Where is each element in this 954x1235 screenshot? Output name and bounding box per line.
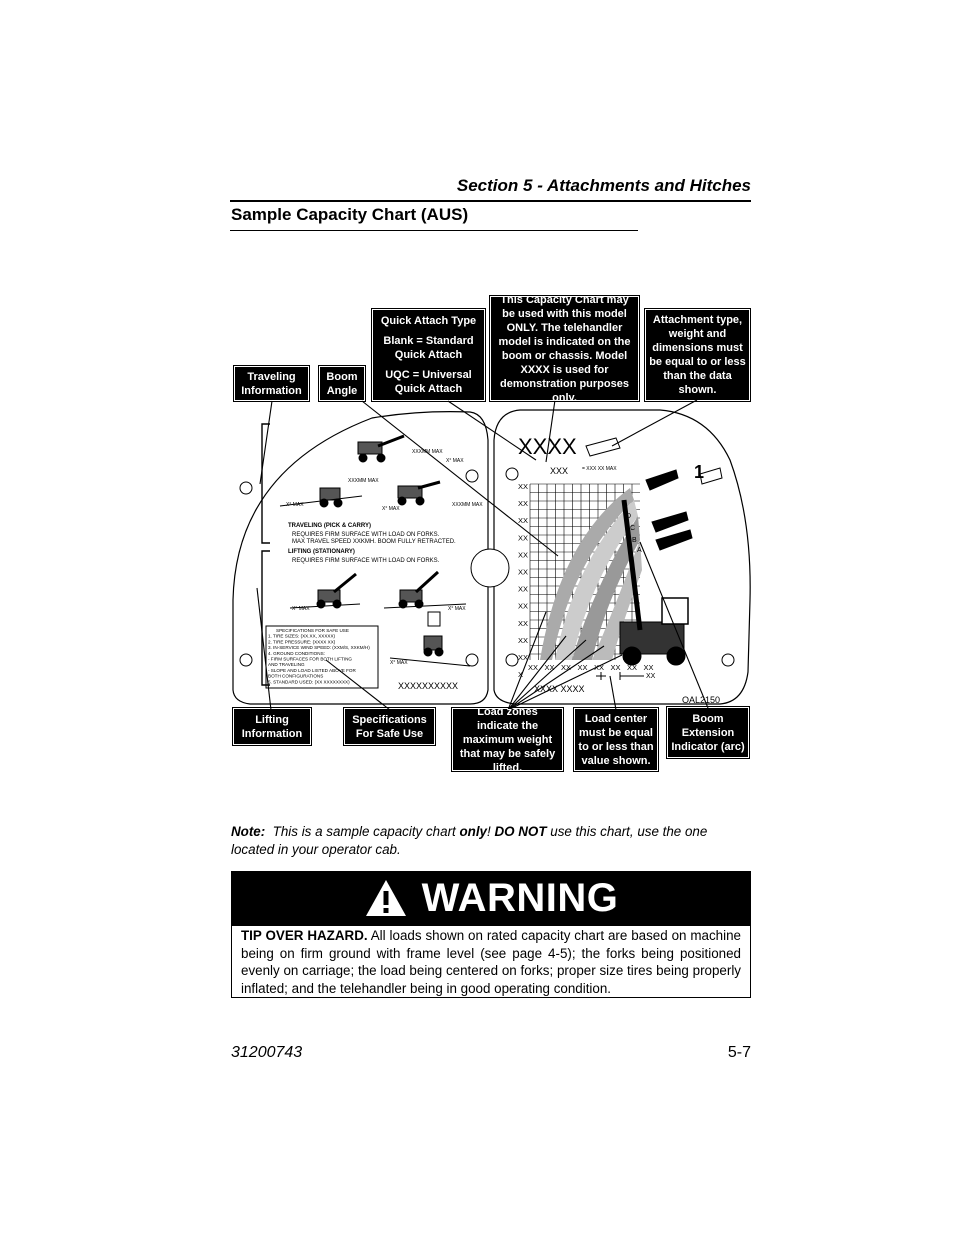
screw-hole bbox=[722, 654, 734, 666]
chart-model: XXXX bbox=[518, 434, 577, 459]
callout-boom-extension: Boom Extension Indicator (arc) bbox=[668, 708, 748, 757]
xmm-max-label: XXXMM MAX bbox=[452, 502, 483, 508]
load-center-xx: XX bbox=[646, 673, 656, 680]
lifting-title: LIFTING (STATIONARY) bbox=[288, 549, 355, 555]
y-tick-label: XX bbox=[518, 635, 529, 645]
zone-letter: D bbox=[626, 513, 632, 520]
zone-letter: E bbox=[622, 501, 627, 508]
specs-line: 3. IN-SERVICE WIND SPEED: (XXM/S, XXKM/H) bbox=[268, 645, 370, 651]
y-tick-label: XX bbox=[518, 516, 529, 526]
screw-hole bbox=[466, 470, 478, 482]
y-tick-label: XX bbox=[518, 499, 529, 509]
xmm-max-label: XXXMM MAX bbox=[412, 449, 443, 455]
specs-line: AND TRAVELING bbox=[268, 662, 305, 668]
x-deg-max-label: X° MAX bbox=[286, 502, 304, 508]
specs-line: BOTH CONFIGURATIONS bbox=[268, 673, 324, 679]
specs-line: - SLOPE AND LOAD LISTED ABOVE FOR bbox=[268, 667, 356, 673]
warning-header bbox=[231, 871, 751, 925]
specs-line: 1. TIRE SIZES: (XX.XX, XXXXX) bbox=[268, 633, 336, 639]
page-title: Sample Capacity Chart (AUS) bbox=[231, 205, 469, 224]
y-tick-label: XX bbox=[518, 653, 529, 662]
y-tick-label: XX bbox=[518, 533, 529, 543]
x-tick-label: XX bbox=[594, 663, 605, 672]
attachment-label: = XXX XX MAX bbox=[582, 466, 617, 472]
y-tick-label: XX bbox=[518, 482, 529, 491]
callout-lifting-information: Lifting Information bbox=[234, 709, 310, 744]
y-tick-label: XX bbox=[518, 584, 529, 594]
x-tick-label: XX bbox=[544, 663, 555, 672]
warning-body bbox=[231, 925, 751, 998]
serial-number: XXXXXXXXXX bbox=[398, 681, 459, 691]
quick-attach-blank: Blank = Standard Quick Attach bbox=[383, 335, 474, 361]
x-deg-max-label: X° MAX bbox=[382, 506, 400, 512]
screw-hole bbox=[506, 654, 518, 666]
figure-id: OAL2150 bbox=[682, 695, 721, 705]
specs-line: SPECIFICATIONS FOR SAFE USE bbox=[276, 628, 349, 633]
warning-lead: TIP OVER HAZARD. bbox=[241, 928, 368, 943]
note-paragraph bbox=[231, 823, 751, 859]
specs-line: 5. STANDARD USED: (XX XXXXXXXX) bbox=[268, 679, 350, 685]
callout-specifications: Specifications For Safe Use bbox=[345, 709, 434, 744]
callout-attachment: Attachment type, weight and dimensions must be equal to or less than the data shown. bbox=[646, 310, 749, 400]
chart-bottom-xx: XXXX XXXX bbox=[534, 684, 585, 694]
mount-hole bbox=[471, 549, 509, 587]
specs-line: - FIRM SURFACES FOR BOTH LIFTING bbox=[268, 656, 352, 662]
x-tick-label: XX bbox=[643, 663, 654, 672]
warning-heading: WARNING bbox=[421, 875, 619, 920]
x-tick-label: XX bbox=[528, 663, 539, 672]
screw-hole bbox=[240, 654, 252, 666]
note-do-not: DO NOT bbox=[494, 824, 547, 839]
warning-triangle-icon bbox=[364, 878, 408, 918]
y-tick-label: XX bbox=[518, 550, 529, 560]
callout-quick-attach bbox=[373, 310, 484, 400]
callout-traveling-information: Traveling Information bbox=[235, 367, 308, 400]
zone-letter: C bbox=[630, 525, 636, 532]
callout-load-center: Load center must be equal to or less than value shown. bbox=[575, 709, 657, 770]
xmm-max-label: XXXMM MAX bbox=[348, 478, 379, 484]
note-text-1: This is a sample capacity chart bbox=[272, 824, 460, 839]
quick-attach-title: Quick Attach Type bbox=[380, 315, 477, 327]
y-tick-label: X bbox=[518, 670, 524, 680]
traveling-line2: MAX TRAVEL SPEED XXKMH. BOOM FULLY RETRACTED. bbox=[292, 539, 456, 545]
note-label: Note: bbox=[231, 824, 266, 839]
screw-hole bbox=[466, 654, 478, 666]
x-deg-max-label: X° MAX bbox=[448, 606, 466, 612]
page-number: 5-7 bbox=[727, 1044, 751, 1061]
y-tick-label: XX bbox=[518, 618, 529, 628]
screw-hole bbox=[240, 482, 252, 494]
x-deg-max-label: X° MAX bbox=[390, 660, 408, 666]
x-tick-label: XX bbox=[561, 663, 572, 672]
chart-model-code: XXX bbox=[550, 466, 569, 476]
note-text-3: use this chart, use the one located in your operator cab. bbox=[231, 824, 708, 857]
section-title: Section 5 - Attachments and Hitches bbox=[456, 176, 751, 195]
traveling-title: TRAVELING (PICK & CARRY) bbox=[288, 523, 371, 529]
specs-line: 2. TIRE PRESSURE: (XXXX XX) bbox=[268, 639, 336, 645]
x-deg-max-label: X° MAX bbox=[292, 606, 310, 612]
callout-load-zones: Load zones indicate the maximum weight that may be safely lifted. bbox=[453, 709, 562, 770]
callout-model-note: This Capacity Chart may be used with this model ONLY. The telehandler model is indicated on the boom or chassis. Model XXXX is used for demonstration purposes only. bbox=[491, 297, 638, 400]
x-tick-label: XX bbox=[610, 663, 621, 672]
specs-line: 4. GROUND CONDITIONS: bbox=[268, 650, 325, 656]
x-tick-label: XX bbox=[627, 663, 638, 672]
zone-letter: B bbox=[632, 537, 637, 544]
chart-number: 1 bbox=[694, 462, 705, 482]
zone-letter: A bbox=[637, 547, 642, 554]
quick-attach-uqc: UQC = Universal Quick Attach bbox=[385, 369, 472, 395]
x-tick-label: XX bbox=[577, 663, 588, 672]
warning-text: All loads shown on rated capacity chart are based on machine being on firm ground with frame level (see page 4-5); the forks being positioned evenly on carriage; the load being centered on forks; proper size tires being properly inflated; and the telehandler being in good operating condition. bbox=[241, 928, 741, 996]
lifting-line1: REQUIRES FIRM SURFACE WITH LOAD ON FORKS. bbox=[292, 558, 440, 564]
x-deg-max-label: X° MAX bbox=[446, 458, 464, 464]
y-tick-label: XX bbox=[518, 601, 529, 611]
callout-boom-angle: Boom Angle bbox=[320, 367, 364, 400]
note-text-2: ! bbox=[487, 824, 495, 839]
note-only: only bbox=[459, 824, 487, 839]
traveling-line1: REQUIRES FIRM SURFACE WITH LOAD ON FORKS. bbox=[292, 532, 440, 538]
doc-number: 31200743 bbox=[231, 1044, 303, 1061]
y-tick-label: XX bbox=[518, 567, 529, 577]
screw-hole bbox=[506, 468, 518, 480]
